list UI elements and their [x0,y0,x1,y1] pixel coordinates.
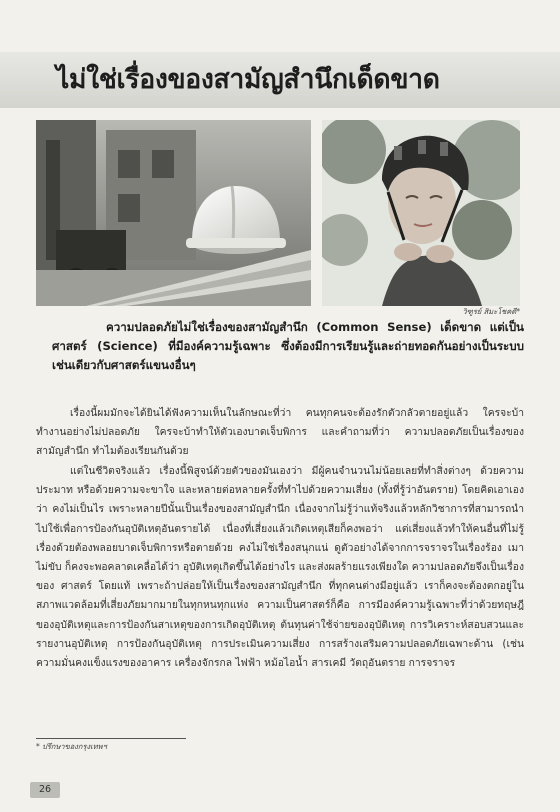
body-paragraph-2: แต่ในชีวิตจริงแล้ว เรื่องนี้พิสูจน์ด้วยตัวของมันเองว่า มีผู้คนจำนวนไม่น้อยเลยที่ทำสิ่งต่างๆ ด้วยความประมาท หรือด้วยความจะขาใจ และหลายต่อหลายครั้งที่ทำไปด้วยความเสี่ยง (ทั้งที่รู้ว่าอันตราย) โดยคิดเอาเองว่า คงไม่เป็นไร เพราะหลายปีนั้นเป็นเรื่องของสามัญสำนึก เนื่องจากไม่รู้ว่าแท้จริงแล้วหลักวิชาการที่สามารถนำไปใช้เพื่อการป้องกันอุบัติเหตุอันตรายได้ เนื่องที่เสี่ยงแล้วเกิดเหตุเสียก็คงพอว่า แต่เสี่ยงแล้วทำให้คนอื่นที่ไม่รู้เรื่องด้วยต้องพลอยบาดเจ็บพิการหรือตายด้วย คงไม่ใช่เรื่องสนุกแน่ ดูตัวอย่างได้จากการจราจรในเรื่องร้อง เมาไม่ขับ ก็คงจะพอคลาดเคลื่อได้ว่า อุบัติเหตุเกิดขึ้นได้อย่างไร และส่งผลร้ายแรงเพียงใด ความปลอดภัยจึงเป็นเรื่องของ ศาสตร์ โดยแท้ เพราะถ้าปล่อยให้เป็นเรื่องของสามัญสำนึก ที่ทุกคนต่างมีอยู่แล้ว เราก็คงจะต้องตกอยู่ในสภาพแวดล้อมที่เสี่ยงภัยมากมายในทุกหนทุกแห่ง ความเป็นศาสตร์ก็คือ การมีองค์ความรู้เฉพาะที่ว่าด้วยทฤษฎีของอุบัติเหตุและการป้องกันสาเหตุของการเกิดอุบัติเหตุ ต้นทุนค่าใช้จ่ายของอุบัติเหตุ การวิเคราะห์สอบสวนและรายงานอุบัติเหตุ การป้องกันอุบัติเหตุ การประเมินความเสี่ยง การสร้างเสริมความปลอดภัยเฉพาะด้าน (เช่น ความมั่นคงแข็งแรงของอาคาร เครื่องจักรกล ไฟฟ้า หม้อไอน้ำ สารเคมี วัตถุอันตราย การจราจร [36,465,524,670]
cyclist-helmet-photo [322,120,520,306]
footnote-divider [36,738,186,739]
article-title: ไม่ใช่เรื่องของสามัญสำนึกเด็ดขาด [56,64,440,95]
body-paragraph-1: เรื่องนี้ผมมักจะได้ยินได้ฟังความเห็นในลักษณะที่ว่า คนทุกคนจะต้องรักตัวกลัวตายอยู่แล้ว ใครจะบ้าทำงานอย่างไม่ปลอดภัย ใครจะบ้าทำให้ตัวเองบาดเจ็บพิการ และคำถามที่ว่า ความปลอดภัยเป็นเรื่องของสามัญสำนึก ทำไมต้องเรียนกันด้วย [36,407,524,458]
page-number: 26 [30,782,60,798]
photo-credit: วิฑูรย์ สิมะโชคดี* [462,307,520,316]
footnote: * ปรึกษาของกรุงเทพฯ [36,742,107,751]
article-lede: ความปลอดภัยไม่ใช่เรื่องของสามัญสำนึก (Common Sense) เด็ดขาด แต่เป็นศาสตร์ (Science) ที่มีองค์ความรู้เฉพาะ ซึ่งต้องมีการเรียนรู้และถ่ายทอดกันอย่างเป็นระบบเช่นเดียวกับศาสตร์แขนงอื่นๆ [52,320,524,372]
hard-hat-photo [36,120,311,306]
